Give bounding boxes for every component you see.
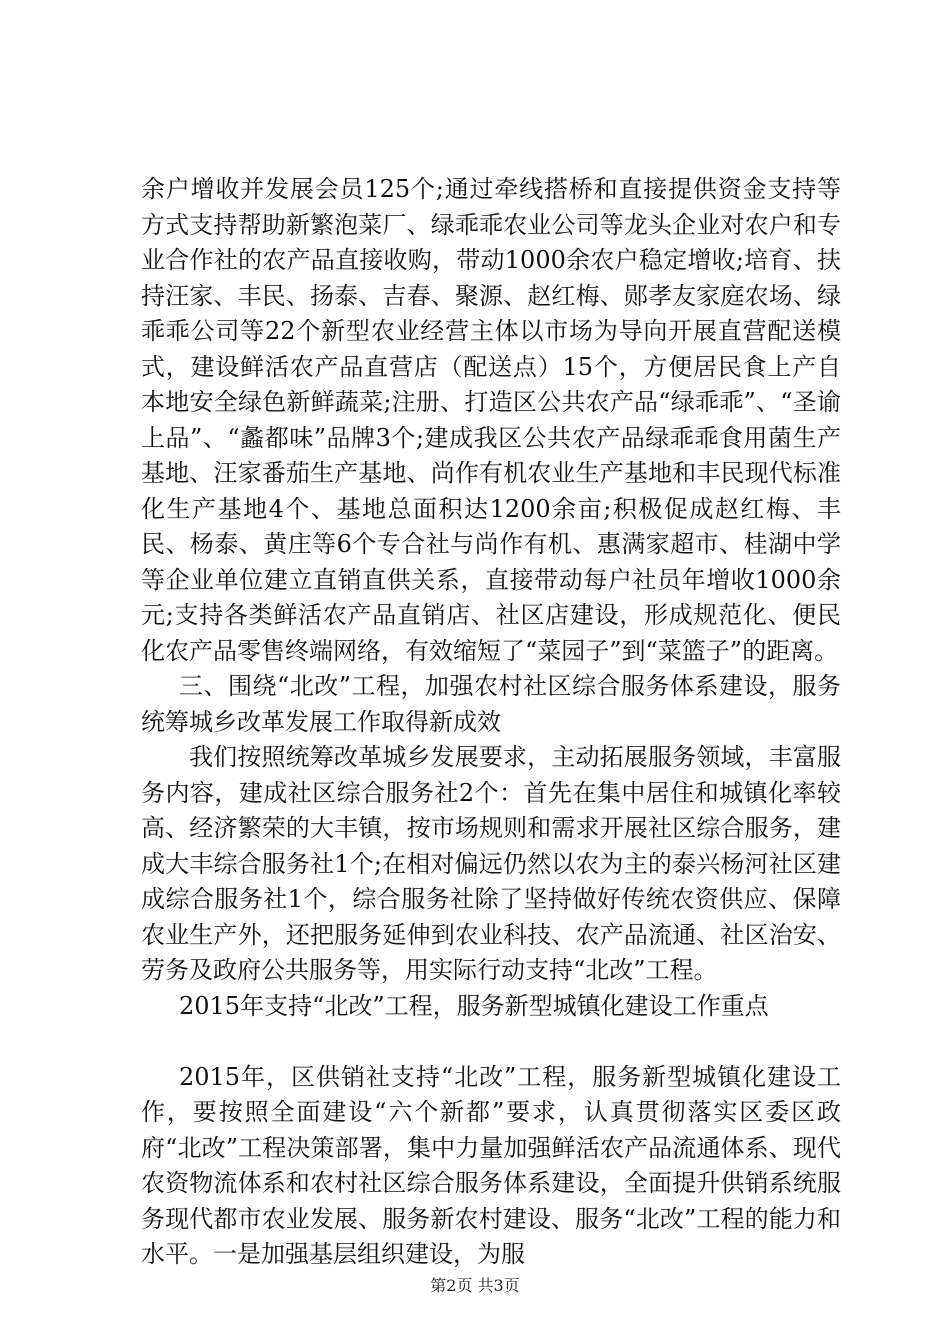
section-heading-three: 三、围绕“北改”工程，加强农村社区综合服务体系建设，服务统筹城乡改革发展工作取得新成效 (141, 672, 841, 736)
document-body (141, 172, 841, 1273)
paragraph-community-service: 我们按照统筹改革城乡发展要求，主动拓展服务领域，丰富服务内容，建成社区综合服务社2个：首先在集中居住和城镇化率较高、经济繁荣的大丰镇，按市场规则和需求开展社区综合服务，建成大丰综合服务社1个;在相对偏远仍然以农为主的泰兴杨河社区建成综合服务社1个，综合服务社除了坚持做好传统农资供应、保障农业生产外，还把服务延伸到农业科技、农产品流通、社区治安、劳务及政府公共服务等，用实际行动支持“北改”工程。 (141, 743, 841, 984)
paragraph-2015-plan: 2015年，区供销社支持“北改”工程，服务新型城镇化建设工作，要按照全面建设“六个新都”要求，认真贯彻落实区委区政府“北改”工程决策部署，集中力量加强鲜活农产品流通体系、现代农资物流体系和农村社区综合服务体系建设，全面提升供销系统服务现代都市农业发展、服务新农村建设、服务“北改”工程的能力和水平。一是加强基层组织建设，为服 (141, 1062, 841, 1268)
blank-line (141, 1024, 841, 1060)
subheading-2015-focus: 2015年支持“北改”工程，服务新型城镇化建设工作重点 (179, 991, 769, 1020)
page-footer: 第2页 共3页 (430, 1276, 520, 1295)
paragraph-continuation: 余户增收并发展会员125个;通过牵线搭桥和直接提供资金支持等方式支持帮助新繁泡菜厂、绿乖乖农业公司等龙头企业对农户和专业合作社的农产品直接收购，带动1000余农户稳定增收;培育、扶持汪家、丰民、扬泰、吉春、聚源、赵红梅、郧孝友家庭农场、绿乖乖公司等22个新型农业经营主体以市场为导向开展直营配送模式，建设鲜活农产品直营店（配送点）15个，方便居民食上产自本地安全绿色新鲜蔬菜;注册、打造区公共农产品“绿乖乖”、“圣谕上品”、“蠡都味”品牌3个;建成我区公共农产品绿乖乖食用菌生产基地、汪家番茄生产基地、尚作有机农业生产基地和丰民现代标准化生产基地4个、基地总面积达1200余亩;积极促成赵红梅、丰民、杨泰、黄庄等6个专合社与尚作有机、惠满家超市、桂湖中学等企业单位建立直销直供关系，直接带动每户社员年增收1000余元;支持各类鲜活农产品直销店、社区店建设，形成规范化、便民化农产品零售终端网络，有效缩短了“菜园子”到“菜篮子”的距离。 (141, 175, 841, 665)
